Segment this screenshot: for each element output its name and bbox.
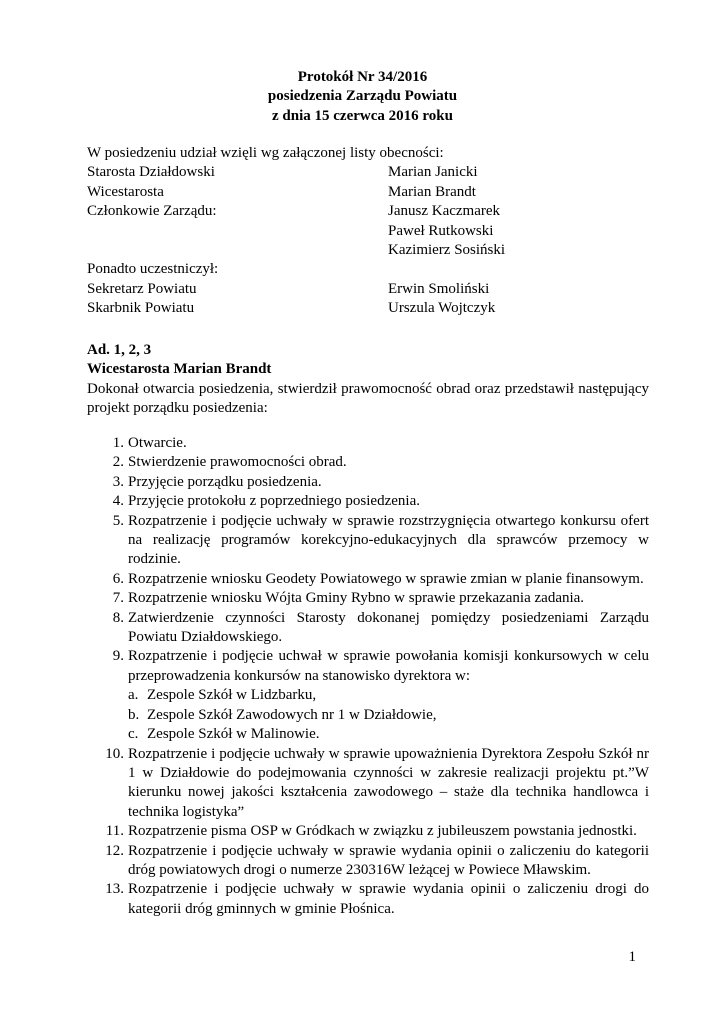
agenda-item-text: Rozpatrzenie i podjęcie uchwały w sprawie upoważnienia Dyrektora Zespołu Szkół nr 1 w Działdowie do podejmowania czynności w zakresie realizacji projektu pt.”W kierunku nowej jakości kształcenia zawodowego – staże dla technika handlowca i technika logistyka” (128, 745, 649, 820)
attendance-role: Sekretarz Powiatu (87, 280, 197, 297)
agenda-item-text: Rozpatrzenie i podjęcie uchwał w sprawie powołania komisji konkursowych w celu przeprowadzenia konkursów na stanowisko dyrektora w: (128, 648, 649, 684)
attendance-row (87, 183, 647, 202)
agenda-item (87, 473, 649, 492)
agenda-subitem-text: Zespole Szkół w Malinowie. (147, 726, 320, 743)
agenda-subitem (128, 686, 649, 705)
agenda-subitem (128, 725, 649, 744)
agenda-item-number: 6. (112, 570, 124, 587)
attendance-row (87, 202, 647, 221)
agenda-item-text: Rozpatrzenie i podjęcie uchwały w sprawie wydania opinii o zaliczeniu do kategorii dróg powiatowych drogi o numerze 230316W leżącej w Powiece Mławskim. (128, 842, 649, 878)
attendance-role: Członkowie Zarządu: (87, 203, 217, 220)
agenda-item-number: 12. (105, 842, 124, 859)
attendance-row (87, 241, 647, 260)
section-heading: Ad. 1, 2, 3 (87, 342, 152, 358)
attendance-row (87, 299, 647, 318)
agenda-subitem-letter: a. (128, 687, 139, 704)
agenda-list (87, 434, 649, 919)
agenda-item-text: Zatwierdzenie czynności Starosty dokonanej pomiędzy posiedzeniami Zarządu Powiatu Działdowskiego. (128, 609, 649, 646)
agenda-item (87, 492, 649, 511)
section-speaker: Wicestarosta Marian Brandt (87, 361, 272, 378)
attendance-role: Wicestarosta (87, 183, 164, 200)
agenda-item (87, 842, 649, 881)
agenda-subitem (128, 706, 649, 725)
agenda-subitem-text: Zespole Szkół Zawodowych nr 1 w Działdowie, (147, 706, 437, 723)
agenda-item (87, 745, 649, 823)
agenda-item (87, 609, 649, 648)
agenda-item-number: 4. (112, 493, 124, 510)
attendance-person: Marian Brandt (388, 183, 476, 200)
attendance-person: Kazimierz Sosiński (388, 241, 506, 258)
agenda-item-number: 11. (105, 823, 124, 840)
agenda-item-number: 2. (112, 454, 124, 471)
agenda-item-text: Rozpatrzenie wniosku Geodety Powiatowego w sprawie zmian w planie finansowym. (128, 570, 644, 587)
agenda-item-number: 1. (112, 435, 124, 451)
agenda-subitem-letter: b. (128, 706, 140, 723)
document-title (0, 68, 725, 126)
attendance-person: Urszula Wojtczyk (388, 300, 496, 317)
attendance-row (87, 280, 647, 299)
agenda-item-number: 5. (112, 512, 124, 529)
agenda-item-number: 8. (112, 609, 124, 626)
attendance-person: Marian Janicki (388, 164, 478, 181)
agenda-subitem-letter: c. (128, 726, 139, 743)
title-line-2: posiedzenia Zarządu Powiatu (267, 88, 458, 105)
attendance-person: Janusz Kaczmarek (388, 203, 501, 220)
agenda-sublist (128, 686, 649, 744)
attendance-role: Starosta Działdowski (87, 164, 215, 181)
agenda-item (87, 647, 649, 744)
agenda-item (87, 880, 649, 919)
agenda-item (87, 512, 649, 570)
attendance-person: Paweł Rutkowski (388, 222, 494, 239)
attendance-intro: W posiedzeniu udział wzięli wg załączonej listy obecności: (87, 145, 444, 161)
agenda-item (87, 822, 649, 841)
agenda-item (87, 570, 649, 589)
page-number: 1 (628, 949, 636, 965)
also-present-label: Ponadto uczestniczył: (87, 261, 219, 278)
title-line-1: Protokół Nr 34/2016 (297, 69, 428, 85)
attendance-row (87, 222, 647, 241)
agenda-item (87, 434, 649, 453)
agenda-item-text: Otwarcie. (128, 435, 187, 451)
agenda-item (87, 453, 649, 472)
agenda-item-text: Rozpatrzenie wniosku Wójta Gminy Rybno w sprawie przekazania zadania. (128, 590, 585, 607)
title-line-3: z dnia 15 czerwca 2016 roku (272, 107, 453, 124)
agenda-item-text: Rozpatrzenie pisma OSP w Gródkach w związku z jubileuszem powstania jednostki. (128, 823, 637, 840)
agenda-item-text: Przyjęcie protokołu z poprzedniego posiedzenia. (128, 493, 420, 510)
agenda-item-number: 10. (105, 745, 124, 762)
section-header (87, 341, 649, 419)
attendance-section (87, 144, 647, 319)
agenda-item-text: Przyjęcie porządku posiedzenia. (128, 473, 322, 490)
attendance-row (87, 163, 647, 182)
section-intro: Dokonał otwarcia posiedzenia, stwierdził prawomocność obrad oraz przedstawił następujący projekt porządku posiedzenia: (87, 380, 649, 417)
agenda-item-number: 7. (112, 590, 124, 607)
agenda-item-number: 13. (105, 881, 124, 898)
agenda-item-text: Rozpatrzenie i podjęcie uchwały w sprawie wydania opinii o zaliczeniu drogi do kategorii dróg gminnych w gminie Płośnica. (128, 881, 649, 917)
agenda-item-text: Stwierdzenie prawomocności obrad. (128, 454, 347, 471)
agenda-item (87, 589, 649, 608)
agenda-subitem-text: Zespole Szkół w Lidzbarku, (147, 687, 317, 704)
agenda-item-number: 9. (112, 648, 124, 665)
attendance-role: Skarbnik Powiatu (87, 300, 195, 317)
agenda-item-text: Rozpatrzenie i podjęcie uchwały w sprawie rozstrzygnięcia otwartego konkursu ofert na realizację programów korekcyjno-edukacyjnych dla sprawców przemocy w rodzinie. (128, 512, 649, 568)
agenda-item-number: 3. (112, 473, 124, 490)
attendance-person: Erwin Smoliński (388, 280, 490, 297)
